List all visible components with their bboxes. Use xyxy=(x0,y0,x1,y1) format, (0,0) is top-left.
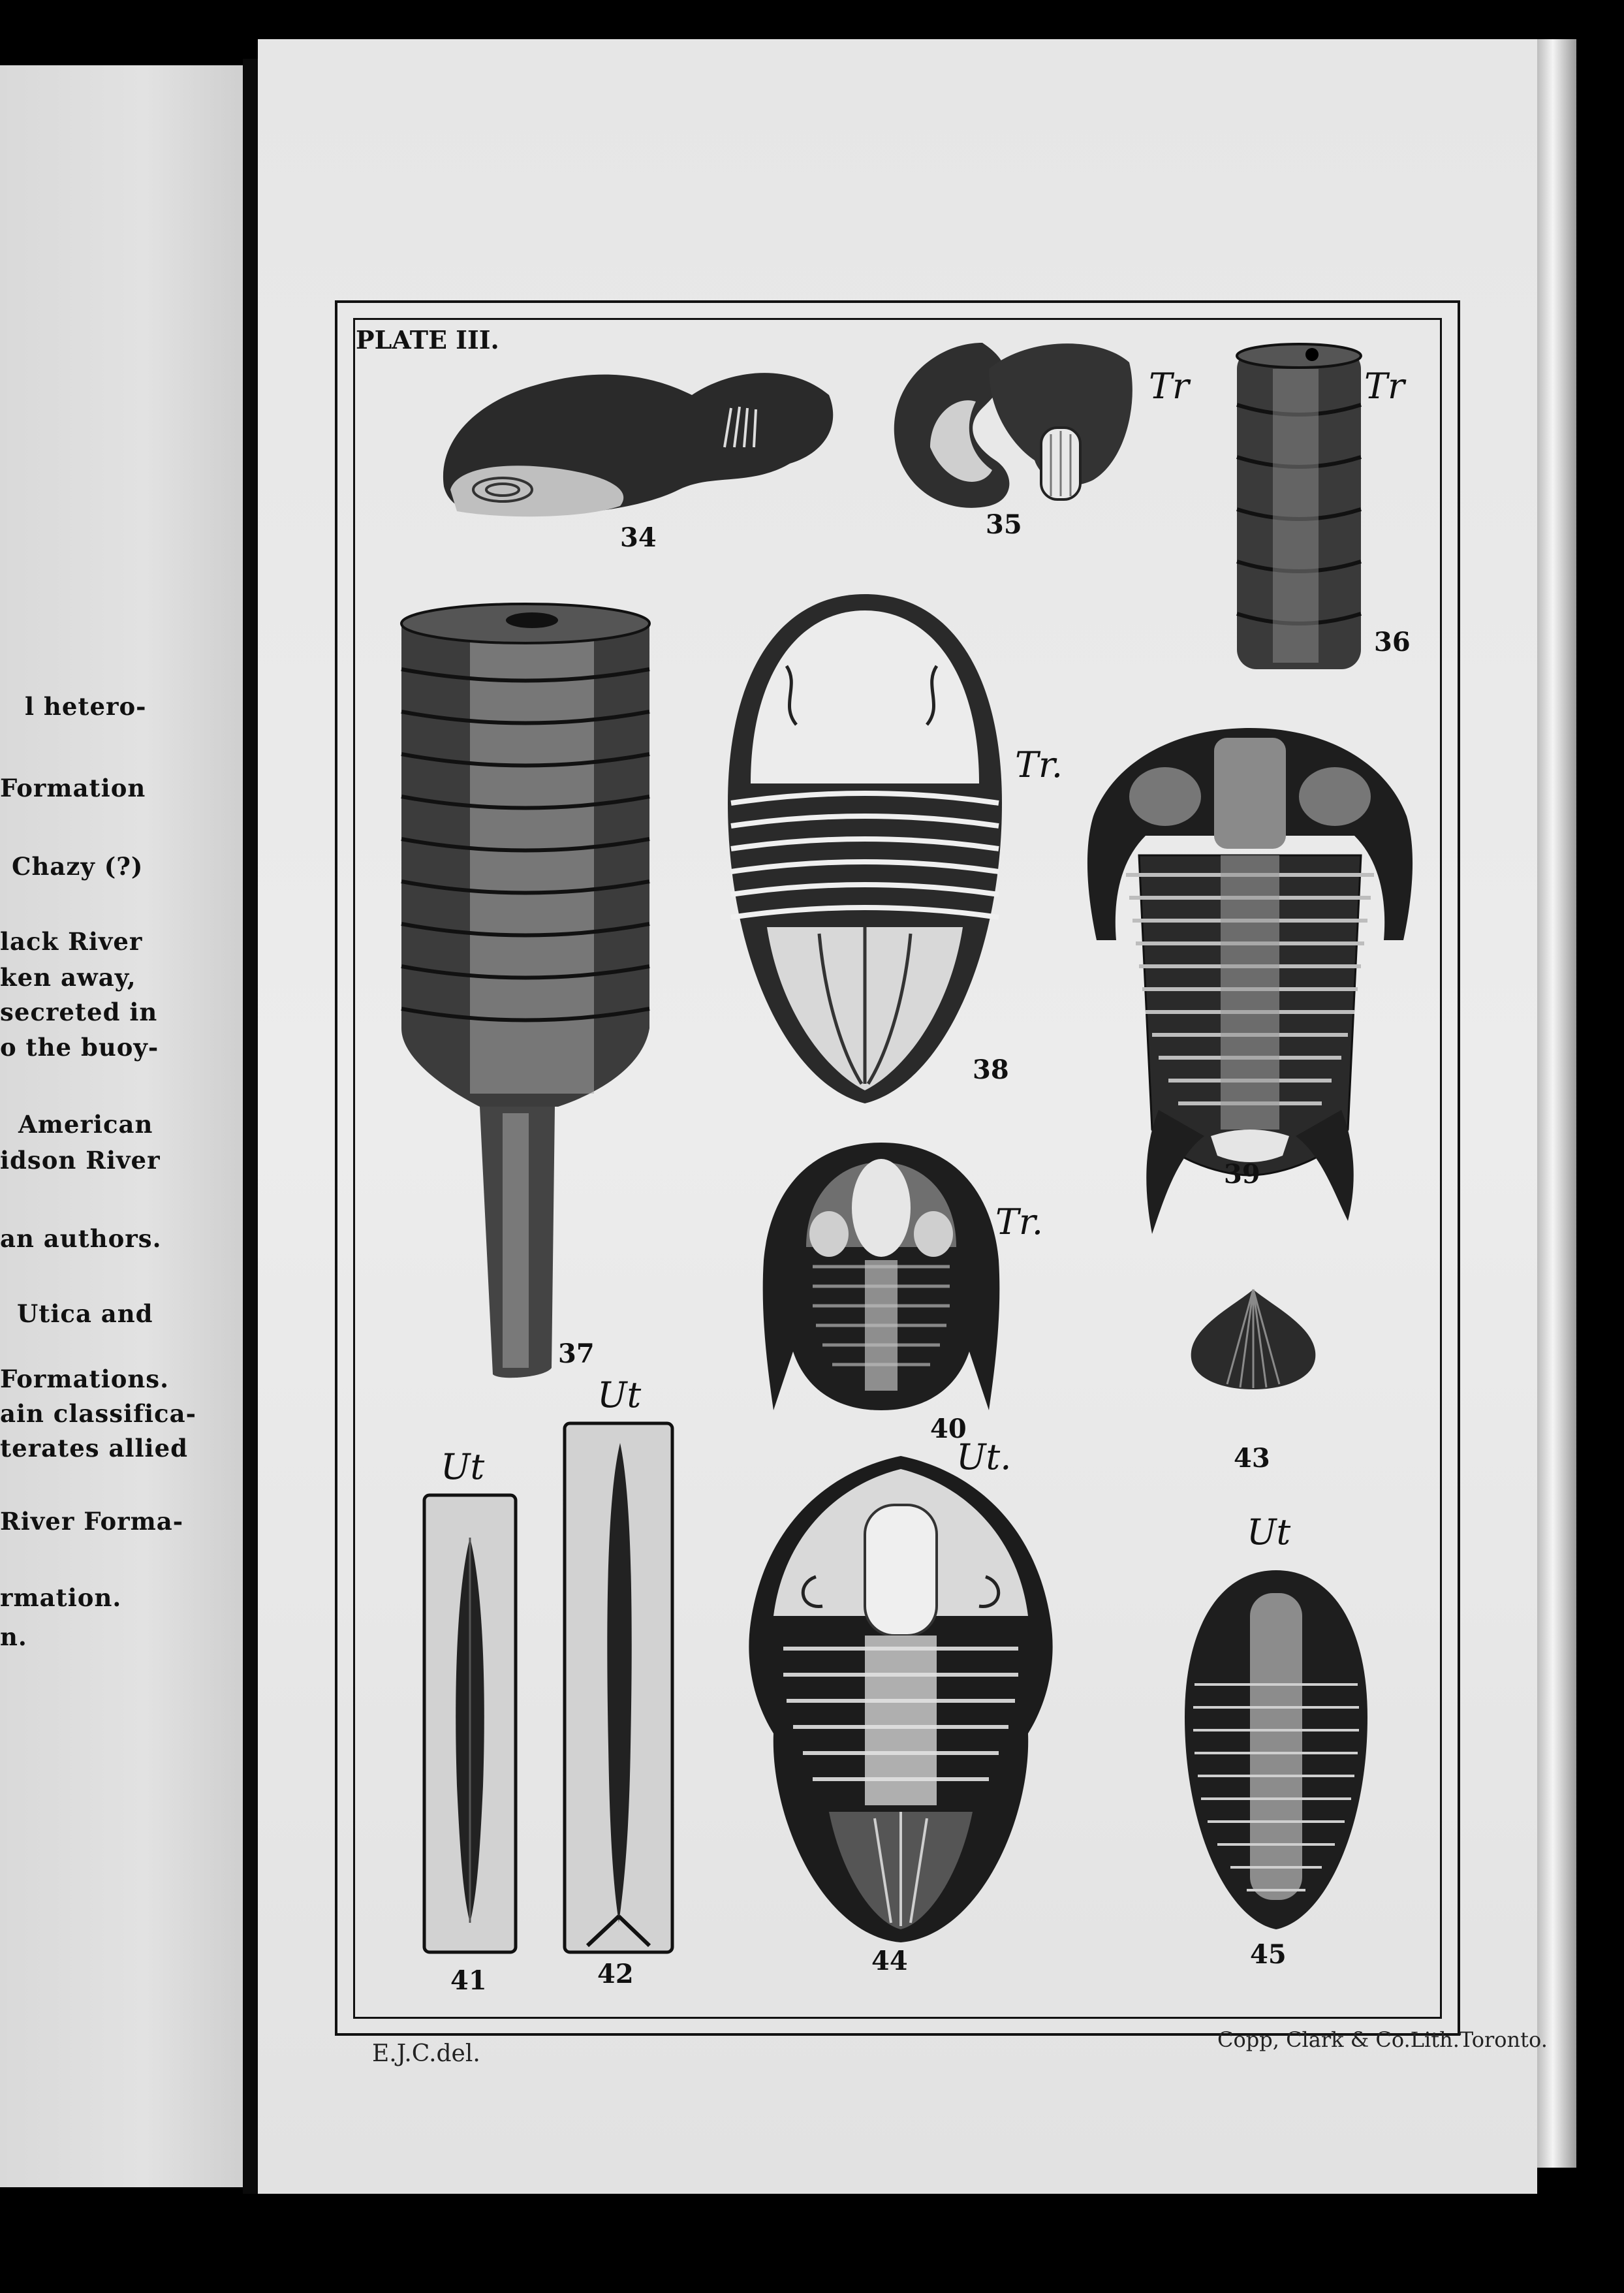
figure-label-42: Ut xyxy=(597,1374,642,1415)
specimen-35-figure xyxy=(884,330,1139,519)
figure-label-41: Ut xyxy=(441,1446,485,1487)
left-text-line: Utica and xyxy=(17,1299,153,1328)
left-text-line: l hetero- xyxy=(25,692,147,721)
left-text-line: ain classifica- xyxy=(0,1399,196,1428)
left-text-line: rmation. xyxy=(0,1583,122,1612)
figure-number-35: 35 xyxy=(986,509,1022,540)
left-text-line: lack River xyxy=(0,927,143,956)
credit-lithographer: Copp, Clark & Co.Lith.Toronto. xyxy=(1217,2027,1548,2052)
plate-title: PLATE III. xyxy=(356,325,499,355)
figure-label-38: Tr. xyxy=(1015,744,1063,785)
trilobite-38-figure xyxy=(721,588,1008,1110)
graptolite-41-figure xyxy=(421,1492,519,1955)
left-text-line: o the buoy- xyxy=(0,1033,159,1062)
figure-number-39: 39 xyxy=(1224,1159,1260,1190)
figure-number-42: 42 xyxy=(597,1959,634,1989)
left-text-line: idson River xyxy=(0,1146,161,1175)
trilobite-45-figure xyxy=(1181,1567,1371,1933)
specimen-34-figure xyxy=(437,356,842,526)
figure-number-41: 41 xyxy=(450,1965,487,1996)
orthoceras-37-figure xyxy=(395,597,656,1384)
figure-number-38: 38 xyxy=(973,1054,1009,1085)
left-text-line: American xyxy=(18,1110,153,1139)
figure-label-35: Tr xyxy=(1149,366,1189,407)
figure-label-45: Ut xyxy=(1247,1511,1291,1553)
trilobite-44-figure xyxy=(744,1453,1057,1949)
left-text-line: n. xyxy=(0,1622,27,1651)
left-text-line: Formations. xyxy=(0,1365,169,1393)
figure-label-44: Ut. xyxy=(956,1436,1012,1478)
figure-label-36: Tr xyxy=(1364,366,1405,407)
left-text-line: Chazy (?) xyxy=(12,852,144,881)
credit-delineator: E.J.C.del. xyxy=(372,2040,480,2067)
figure-number-40: 40 xyxy=(930,1414,967,1444)
figure-number-44: 44 xyxy=(871,1946,908,1976)
page-edge xyxy=(1537,39,1576,2168)
left-text-line: terates allied xyxy=(0,1434,188,1463)
specimen-36-figure xyxy=(1234,343,1364,676)
figure-number-37: 37 xyxy=(558,1338,595,1369)
graptolite-42-figure xyxy=(561,1420,676,1955)
left-text-line: an authors. xyxy=(0,1224,162,1253)
left-text-line: secreted in xyxy=(0,998,158,1026)
figure-number-36: 36 xyxy=(1374,627,1411,657)
figure-number-45: 45 xyxy=(1250,1939,1287,1970)
left-text-line: ken away, xyxy=(0,963,136,992)
figure-label-40: Tr. xyxy=(995,1201,1044,1242)
left-page xyxy=(0,65,243,2187)
figure-number-43: 43 xyxy=(1234,1443,1270,1474)
trilobite-40-figure xyxy=(760,1136,1002,1417)
left-text-line: River Forma- xyxy=(0,1507,184,1536)
figure-number-34: 34 xyxy=(620,522,657,553)
left-text-line: Formation xyxy=(0,774,146,802)
shell-43-figure xyxy=(1188,1286,1319,1391)
